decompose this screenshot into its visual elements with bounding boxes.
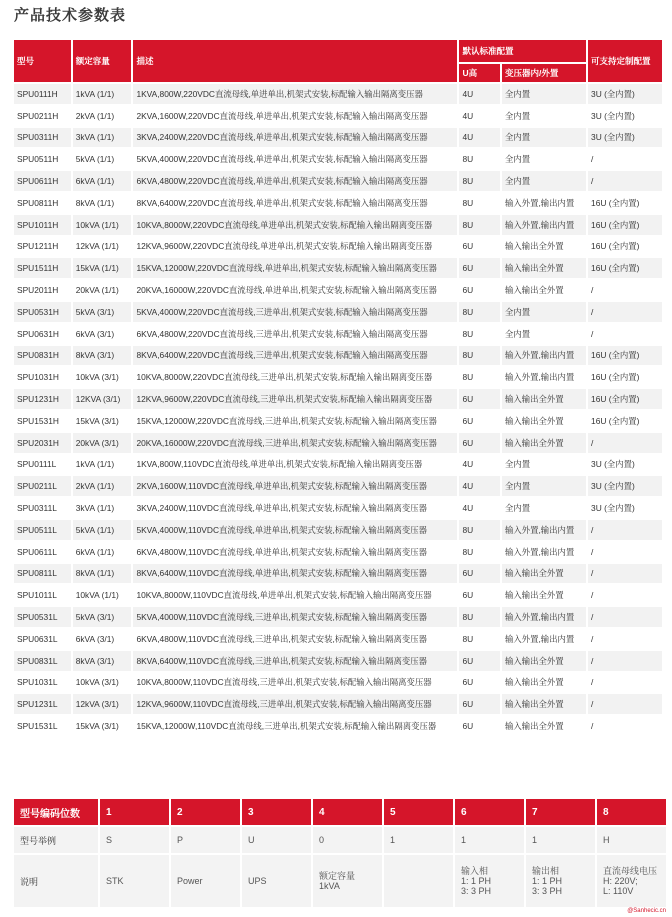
table-row	[14, 215, 662, 235]
table-row	[14, 106, 662, 126]
cell-model: SPU0311L	[14, 498, 71, 518]
header-transformer: 变压器内/外置	[502, 64, 586, 82]
cell-description: 5KVA,4000W,220VDC直流母线,三进单出,机架式安装,标配输入输出隔离变压器	[133, 302, 457, 322]
cell-model: SPU0611H	[14, 171, 71, 191]
example-digit-5: 1	[384, 827, 453, 853]
cell-description: 20KVA,16000W,220VDC直流母线,单进单出,机架式安装,标配输入输出隔离变压器	[133, 280, 457, 300]
cell-custom: 3U (全内置)	[588, 84, 662, 104]
cell-transformer: 输入外置,输出内置	[502, 542, 586, 562]
cell-capacity: 12kVA (1/1)	[73, 237, 132, 257]
cell-u-height: 8U	[459, 193, 500, 213]
cell-custom: 16U (全内置)	[588, 389, 662, 409]
cell-transformer: 全内置	[502, 455, 586, 475]
cell-description: 12KVA,9600W,220VDC直流母线,单进单出,机架式安装,标配输入输出隔离变压器	[133, 237, 457, 257]
cell-custom: /	[588, 564, 662, 584]
cell-model: SPU0531H	[14, 302, 71, 322]
cell-capacity: 2kVA (1/1)	[73, 476, 132, 496]
page-title: 产品技术参数表	[14, 7, 127, 24]
cell-model: SPU2011H	[14, 280, 71, 300]
cell-description: 3KVA,2400W,110VDC直流母线,单进单出,机架式安装,标配输入输出隔离变压器	[133, 498, 457, 518]
header-model: 型号	[14, 40, 71, 82]
cell-description: 6KVA,4800W,110VDC直流母线,三进单出,机架式安装,标配输入输出隔离变压器	[133, 629, 457, 649]
cell-transformer: 全内置	[502, 128, 586, 148]
cell-custom: 3U (全内置)	[588, 106, 662, 126]
cell-capacity: 20kVA (1/1)	[73, 280, 132, 300]
cell-u-height: 8U	[459, 607, 500, 627]
table-row	[14, 564, 662, 584]
cell-custom: /	[588, 607, 662, 627]
cell-description: 10KVA,8000W,110VDC直流母线,三进单出,机架式安装,标配输入输出隔离变压器	[133, 673, 457, 693]
cell-transformer: 输入外置,输出内置	[502, 367, 586, 387]
explain-digit-1: STK	[100, 855, 169, 907]
cell-u-height: 8U	[459, 367, 500, 387]
cell-model: SPU0111H	[14, 84, 71, 104]
cell-custom: 16U (全内置)	[588, 215, 662, 235]
table-row	[14, 520, 662, 540]
header-default-config: 默认标准配置	[459, 40, 586, 62]
cell-model: SPU1231L	[14, 694, 71, 714]
table-row	[14, 694, 662, 714]
cell-model: SPU0211L	[14, 476, 71, 496]
cell-description: 10KVA,8000W,220VDC直流母线,单进单出,机架式安装,标配输入输出隔离变压器	[133, 215, 457, 235]
cell-u-height: 6U	[459, 258, 500, 278]
cell-transformer: 全内置	[502, 84, 586, 104]
cell-u-height: 8U	[459, 346, 500, 366]
cell-u-height: 6U	[459, 694, 500, 714]
spec-table-body	[14, 84, 662, 736]
explain-digit-3: UPS	[242, 855, 311, 907]
cell-transformer: 输入输出全外置	[502, 673, 586, 693]
cell-capacity: 6kVA (1/1)	[73, 171, 132, 191]
cell-description: 10KVA,8000W,110VDC直流母线,单进单出,机架式安装,标配输入输出隔离变压器	[133, 585, 457, 605]
table-row	[14, 346, 662, 366]
cell-u-height: 8U	[459, 629, 500, 649]
cell-model: SPU0811L	[14, 564, 71, 584]
cell-capacity: 3kVA (1/1)	[73, 128, 132, 148]
cell-custom: 3U (全内置)	[588, 476, 662, 496]
header-u-height: U高	[459, 64, 500, 82]
table-row	[14, 367, 662, 387]
cell-model: SPU1031L	[14, 673, 71, 693]
header-custom-config: 可支持定制配置	[588, 40, 662, 82]
cell-capacity: 10kVA (1/1)	[73, 215, 132, 235]
example-digit-8: H	[597, 827, 666, 853]
explain-digit-7: 输出相 1: 1 PH 3: 3 PH	[526, 855, 595, 907]
cell-capacity: 1kVA (1/1)	[73, 455, 132, 475]
explain-digit-5	[384, 855, 453, 907]
cell-custom: 16U (全内置)	[588, 367, 662, 387]
cell-capacity: 15kVA (3/1)	[73, 411, 132, 431]
table-row	[14, 476, 662, 496]
cell-u-height: 6U	[459, 585, 500, 605]
example-digit-3: U	[242, 827, 311, 853]
cell-model: SPU1231H	[14, 389, 71, 409]
cell-transformer: 输入输出全外置	[502, 694, 586, 714]
cell-transformer: 输入外置,输出内置	[502, 346, 586, 366]
example-label: 型号举例	[14, 827, 98, 853]
cell-model: SPU0611L	[14, 542, 71, 562]
cell-description: 12KVA,9600W,110VDC直流母线,三进单出,机架式安装,标配输入输出隔离变压器	[133, 694, 457, 714]
cell-description: 6KVA,4800W,220VDC直流母线,单进单出,机架式安装,标配输入输出隔离变压器	[133, 171, 457, 191]
example-digit-4: 0	[313, 827, 382, 853]
example-digit-2: P	[171, 827, 240, 853]
cell-custom: /	[588, 171, 662, 191]
table-row	[14, 149, 662, 169]
table-row	[14, 84, 662, 104]
cell-description: 10KVA,8000W,220VDC直流母线,三进单出,机架式安装,标配输入输出隔离变压器	[133, 367, 457, 387]
cell-model: SPU1011H	[14, 215, 71, 235]
cell-u-height: 8U	[459, 520, 500, 540]
cell-capacity: 10kVA (3/1)	[73, 673, 132, 693]
table-row	[14, 455, 662, 475]
cell-capacity: 5kVA (1/1)	[73, 149, 132, 169]
cell-custom: /	[588, 673, 662, 693]
cell-u-height: 8U	[459, 215, 500, 235]
cell-custom: /	[588, 302, 662, 322]
cell-custom: 16U (全内置)	[588, 193, 662, 213]
cell-description: 3KVA,2400W,220VDC直流母线,单进单出,机架式安装,标配输入输出隔离变压器	[133, 128, 457, 148]
explain-digit-2: Power	[171, 855, 240, 907]
cell-capacity: 15kVA (3/1)	[73, 716, 132, 736]
cell-custom: /	[588, 433, 662, 453]
cell-custom: /	[588, 585, 662, 605]
cell-capacity: 12kVA (3/1)	[73, 694, 132, 714]
cell-u-height: 6U	[459, 564, 500, 584]
code-header-digit-4: 4	[313, 799, 382, 825]
cell-model: SPU1531L	[14, 716, 71, 736]
cell-u-height: 6U	[459, 673, 500, 693]
table-row	[14, 498, 662, 518]
code-header-digit-5: 5	[384, 799, 453, 825]
cell-model: SPU0211H	[14, 106, 71, 126]
cell-custom: /	[588, 280, 662, 300]
cell-transformer: 输入外置,输出内置	[502, 520, 586, 540]
cell-custom: /	[588, 694, 662, 714]
cell-u-height: 4U	[459, 498, 500, 518]
table-row	[14, 629, 662, 649]
cell-custom: /	[588, 716, 662, 736]
cell-u-height: 8U	[459, 324, 500, 344]
cell-custom: 3U (全内置)	[588, 455, 662, 475]
code-header-digit-6: 6	[455, 799, 524, 825]
cell-description: 15KVA,12000W,220VDC直流母线,三进单出,机架式安装,标配输入输出隔离变压器	[133, 411, 457, 431]
cell-transformer: 全内置	[502, 302, 586, 322]
cell-capacity: 2kVA (1/1)	[73, 106, 132, 126]
cell-description: 6KVA,4800W,220VDC直流母线,三进单出,机架式安装,标配输入输出隔离变压器	[133, 324, 457, 344]
explain-digit-6: 输入相 1: 1 PH 3: 3 PH	[455, 855, 524, 907]
cell-description: 2KVA,1600W,220VDC直流母线,单进单出,机架式安装,标配输入输出隔离变压器	[133, 106, 457, 126]
cell-model: SPU0111L	[14, 455, 71, 475]
cell-custom: 16U (全内置)	[588, 346, 662, 366]
cell-model: SPU0511H	[14, 149, 71, 169]
cell-u-height: 6U	[459, 411, 500, 431]
cell-capacity: 5kVA (1/1)	[73, 520, 132, 540]
table-row	[14, 193, 662, 213]
cell-capacity: 10kVA (1/1)	[73, 585, 132, 605]
code-header-digit-1: 1	[100, 799, 169, 825]
cell-description: 5KVA,4000W,110VDC直流母线,单进单出,机架式安装,标配输入输出隔离变压器	[133, 520, 457, 540]
cell-u-height: 8U	[459, 149, 500, 169]
cell-capacity: 6kVA (3/1)	[73, 324, 132, 344]
cell-u-height: 6U	[459, 237, 500, 257]
cell-model: SPU0631L	[14, 629, 71, 649]
cell-transformer: 输入外置,输出内置	[502, 193, 586, 213]
table-row	[14, 651, 662, 671]
cell-capacity: 20kVA (3/1)	[73, 433, 132, 453]
table-row	[14, 389, 662, 409]
table-row	[14, 258, 662, 278]
cell-model: SPU1211H	[14, 237, 71, 257]
model-code-table	[12, 797, 668, 909]
cell-u-height: 4U	[459, 476, 500, 496]
cell-model: SPU0831L	[14, 651, 71, 671]
cell-description: 5KVA,4000W,220VDC直流母线,单进单出,机架式安装,标配输入输出隔离变压器	[133, 149, 457, 169]
table-row	[14, 280, 662, 300]
cell-description: 1KVA,800W,220VDC直流母线,单进单出,机架式安装,标配输入输出隔离变压器	[133, 84, 457, 104]
cell-description: 8KVA,6400W,110VDC直流母线,单进单出,机架式安装,标配输入输出隔离变压器	[133, 564, 457, 584]
cell-capacity: 8kVA (3/1)	[73, 651, 132, 671]
cell-transformer: 输入外置,输出内置	[502, 607, 586, 627]
cell-model: SPU0311H	[14, 128, 71, 148]
cell-model: SPU0811H	[14, 193, 71, 213]
table-row	[14, 411, 662, 431]
cell-capacity: 8kVA (1/1)	[73, 564, 132, 584]
cell-model: SPU0831H	[14, 346, 71, 366]
cell-model: SPU0631H	[14, 324, 71, 344]
table-row	[14, 128, 662, 148]
cell-description: 8KVA,6400W,110VDC直流母线,三进单出,机架式安装,标配输入输出隔离变压器	[133, 651, 457, 671]
cell-capacity: 8kVA (3/1)	[73, 346, 132, 366]
cell-custom: 16U (全内置)	[588, 258, 662, 278]
cell-custom: 3U (全内置)	[588, 498, 662, 518]
cell-custom: /	[588, 651, 662, 671]
cell-transformer: 输入输出全外置	[502, 716, 586, 736]
code-header-digit-8: 8	[597, 799, 666, 825]
cell-custom: 3U (全内置)	[588, 128, 662, 148]
cell-model: SPU1511H	[14, 258, 71, 278]
cell-transformer: 全内置	[502, 171, 586, 191]
header-capacity: 额定容量	[73, 40, 132, 82]
cell-transformer: 全内置	[502, 498, 586, 518]
cell-capacity: 10kVA (3/1)	[73, 367, 132, 387]
cell-capacity: 3kVA (1/1)	[73, 498, 132, 518]
table-row	[14, 542, 662, 562]
example-digit-6: 1	[455, 827, 524, 853]
cell-transformer: 输入输出全外置	[502, 280, 586, 300]
example-digit-7: 1	[526, 827, 595, 853]
cell-description: 20KVA,16000W,220VDC直流母线,三进单出,机架式安装,标配输入输出隔离变压器	[133, 433, 457, 453]
cell-custom: /	[588, 629, 662, 649]
table-row	[14, 324, 662, 344]
cell-custom: /	[588, 542, 662, 562]
table-row	[14, 585, 662, 605]
cell-description: 15KVA,12000W,110VDC直流母线,三进单出,机架式安装,标配输入输出隔离变压器	[133, 716, 457, 736]
cell-capacity: 5kVA (3/1)	[73, 302, 132, 322]
cell-model: SPU2031H	[14, 433, 71, 453]
cell-custom: 16U (全内置)	[588, 411, 662, 431]
cell-custom: 16U (全内置)	[588, 237, 662, 257]
cell-u-height: 4U	[459, 84, 500, 104]
cell-capacity: 15kVA (1/1)	[73, 258, 132, 278]
cell-custom: /	[588, 149, 662, 169]
cell-transformer: 输入输出全外置	[502, 433, 586, 453]
cell-u-height: 8U	[459, 302, 500, 322]
cell-u-height: 4U	[459, 128, 500, 148]
cell-model: SPU1011L	[14, 585, 71, 605]
cell-capacity: 6kVA (1/1)	[73, 542, 132, 562]
cell-transformer: 全内置	[502, 106, 586, 126]
cell-capacity: 12KVA (3/1)	[73, 389, 132, 409]
cell-transformer: 全内置	[502, 476, 586, 496]
table-row	[14, 716, 662, 736]
cell-u-height: 8U	[459, 171, 500, 191]
cell-u-height: 4U	[459, 106, 500, 126]
code-header-label: 型号编码位数	[14, 799, 98, 825]
cell-model: SPU0531L	[14, 607, 71, 627]
table-row	[14, 171, 662, 191]
cell-transformer: 输入输出全外置	[502, 389, 586, 409]
cell-u-height: 4U	[459, 455, 500, 475]
cell-model: SPU1031H	[14, 367, 71, 387]
cell-transformer: 输入外置,输出内置	[502, 215, 586, 235]
cell-u-height: 6U	[459, 280, 500, 300]
cell-transformer: 输入输出全外置	[502, 258, 586, 278]
cell-u-height: 6U	[459, 389, 500, 409]
cell-model: SPU1531H	[14, 411, 71, 431]
code-header-digit-3: 3	[242, 799, 311, 825]
table-row	[14, 237, 662, 257]
cell-capacity: 8kVA (1/1)	[73, 193, 132, 213]
cell-transformer: 输入外置,输出内置	[502, 629, 586, 649]
cell-capacity: 6kVA (3/1)	[73, 629, 132, 649]
example-digit-1: S	[100, 827, 169, 853]
cell-capacity: 5kVA (3/1)	[73, 607, 132, 627]
cell-u-height: 6U	[459, 716, 500, 736]
cell-transformer: 全内置	[502, 324, 586, 344]
table-row	[14, 302, 662, 322]
explain-digit-8: 直流母线电压 H: 220V; L: 110V	[597, 855, 666, 907]
cell-u-height: 6U	[459, 433, 500, 453]
cell-custom: /	[588, 324, 662, 344]
table-row	[14, 673, 662, 693]
cell-description: 6KVA,4800W,110VDC直流母线,单进单出,机架式安装,标配输入输出隔离变压器	[133, 542, 457, 562]
cell-transformer: 输入输出全外置	[502, 564, 586, 584]
header-description: 描述	[133, 40, 457, 82]
cell-description: 5KVA,4000W,110VDC直流母线,三进单出,机架式安装,标配输入输出隔离变压器	[133, 607, 457, 627]
cell-description: 8KVA,6400W,220VDC直流母线,单进单出,机架式安装,标配输入输出隔离变压器	[133, 193, 457, 213]
cell-transformer: 输入输出全外置	[502, 651, 586, 671]
cell-transformer: 输入输出全外置	[502, 237, 586, 257]
cell-description: 2KVA,1600W,110VDC直流母线,单进单出,机架式安装,标配输入输出隔离变压器	[133, 476, 457, 496]
cell-description: 12KVA,9600W,220VDC直流母线,三进单出,机架式安装,标配输入输出隔离变压器	[133, 389, 457, 409]
spec-table	[12, 38, 664, 738]
table-row	[14, 607, 662, 627]
explain-digit-4: 额定容量 1kVA	[313, 855, 382, 907]
cell-u-height: 6U	[459, 651, 500, 671]
cell-transformer: 输入输出全外置	[502, 585, 586, 605]
cell-u-height: 8U	[459, 542, 500, 562]
code-header-digit-7: 7	[526, 799, 595, 825]
table-row	[14, 433, 662, 453]
cell-description: 8KVA,6400W,220VDC直流母线,三进单出,机架式安装,标配输入输出隔离变压器	[133, 346, 457, 366]
cell-custom: /	[588, 520, 662, 540]
cell-transformer: 输入输出全外置	[502, 411, 586, 431]
cell-capacity: 1kVA (1/1)	[73, 84, 132, 104]
cell-description: 1KVA,800W,110VDC直流母线,单进单出,机架式安装,标配输入输出隔离变压器	[133, 455, 457, 475]
cell-transformer: 全内置	[502, 149, 586, 169]
watermark: @Sanhecic.cn	[627, 908, 666, 914]
cell-description: 15KVA,12000W,220VDC直流母线,单进单出,机架式安装,标配输入输出隔离变压器	[133, 258, 457, 278]
code-header-digit-2: 2	[171, 799, 240, 825]
cell-model: SPU0511L	[14, 520, 71, 540]
explain-label: 说明	[14, 855, 98, 907]
